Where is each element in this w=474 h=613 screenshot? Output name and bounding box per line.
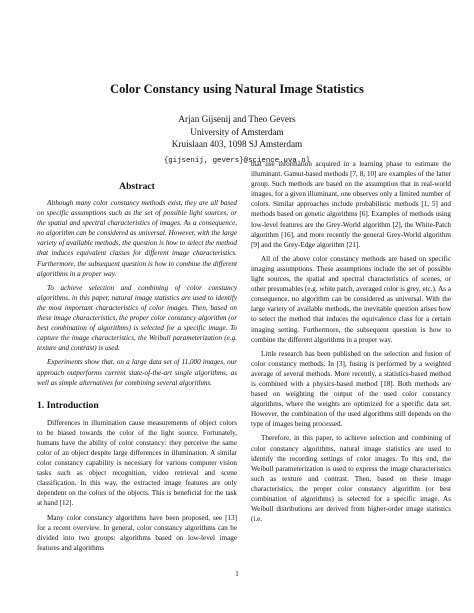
body-paragraph: Many color constancy algorithms have been proposed, see [13] for a recent overview. In general, color constancy algorithms can be divided into two groups: algorithms based on low-level image features and algorithms [37,513,237,552]
address: Kruislaan 403, 1098 SJ Amsterdam [171,139,303,150]
author-email: {gijsenij, gevers}@science.uva.nl [163,157,311,165]
paper-title: Color Constancy using Natural Image Statistics [110,82,364,96]
affiliation: University of Amsterdam [190,126,284,137]
body-paragraph: Differences in illumination cause measurements of object colors to be biased towards the color of the light source. Fortunately, humans have the ability of color constancy: they perceive the same color of an object despite large differences in illumination. A similar color constancy capability is necessary for various computer vision tasks such as object recognition, video retrieval and scene classification. In this way, the extracted image features are only dependent on the colors of the objects. This is beneficial for the task at hand [12]. [37,418,237,508]
page-number: 1 [235,569,239,578]
abstract [37,198,237,388]
body-paragraph: Little research has been published on the selection and fusion of color constancy methods. In [3], fusing is performed by a weighted average of several methods. More recently, a statistics-based method is combined with a physics-based method [18]. Both methods are based on weighting the output of the used color constancy algorithms, where the weights are optimized for a specific data set. However, the combination of the used algorithms still depends on the type of images being processed. [251,349,451,429]
abstract-heading: Abstract [119,181,155,192]
right-column [251,159,451,524]
abstract-paragraph: Experiments show that, on a large data set of 11,000 images, our approach outperforms current state-of-the-art single algorithms, as well as simple alternatives for combining several algorithms. [37,358,237,387]
author-block [0,113,474,151]
abstract-paragraph: Although many color constancy methods exist, they are all based on specific assumptions such as the set of possible light sources, or the spatial and spectral characteristics of images. As a consequence, no algorithm can be considered as universal. However, with the large variety of available methods, the question is how to select the method that induces equivalent classes for different image characteristics. Furthermore, the subsequent question is how to combine the different algorithms in a proper way. [37,199,237,278]
abstract-paragraph: To achieve selection and combining of color constancy algorithms, in this paper, natural image statistics are used to identify the most important characteristics of color images. Then, based on these image characteristics, the proper color constancy algorithm (or best combination of algorithms) is selected for a specific image. To capture the image characteristics, the Weibull parameterization (e.g. texture and contrast) is used. [37,283,237,353]
body-paragraph: Therefore, in this paper, to achieve selection and combining of color constancy algorithms, natural image statistics are used to identify the recording settings of color images. To this end, the Weibull parameterization is used to express the image characteristics such as texture and contrast. Then, based on these image characteristics, the proper color constancy algorithm (or best combination of algorithms) is selected for a specific image. As Weibull distributions are derived from higher-order image statistics (i.e. [251,434,451,524]
body-paragraph: that use information acquired in a learning phase to estimate the illuminant. Gamut-based methods [7, 8, 10] are examples of the latter group. Such methods are based on the assumption that in real-world images, for a given illuminant, one observes only a limited number of colors. Similar approaches include probabilistic methods [1, 5] and methods based on genetic algorithms [6]. Examples of methods using low-level features are the Grey-World algorithm [2], the White-Patch algorithm [16], and more recently the general Grey-World algorithm [9] and the Grey-Edge algorithm [21]. [251,160,451,249]
introduction-body [37,418,237,553]
section-heading-introduction: 1. Introduction [37,399,99,411]
body-paragraph: All of the above color constancy methods are based on specific imaging assumptions. These assumptions include the set of possible light sources, the spatial and spectral characteristics of scenes, or other presumables (e.g. white patch, averaged color is grey, etc.). As a consequence, no algorithm can be considered as universal. With the large variety of available methods, the inevitable question arises how to select the method that induces the equivalence class for a certain imaging setting. Furthermore, the subsequent question is how to combine the different algorithms in a proper way. [251,254,451,344]
author-names: Arjan Gijsenij and Theo Gevers [178,114,296,124]
left-column [37,176,237,553]
